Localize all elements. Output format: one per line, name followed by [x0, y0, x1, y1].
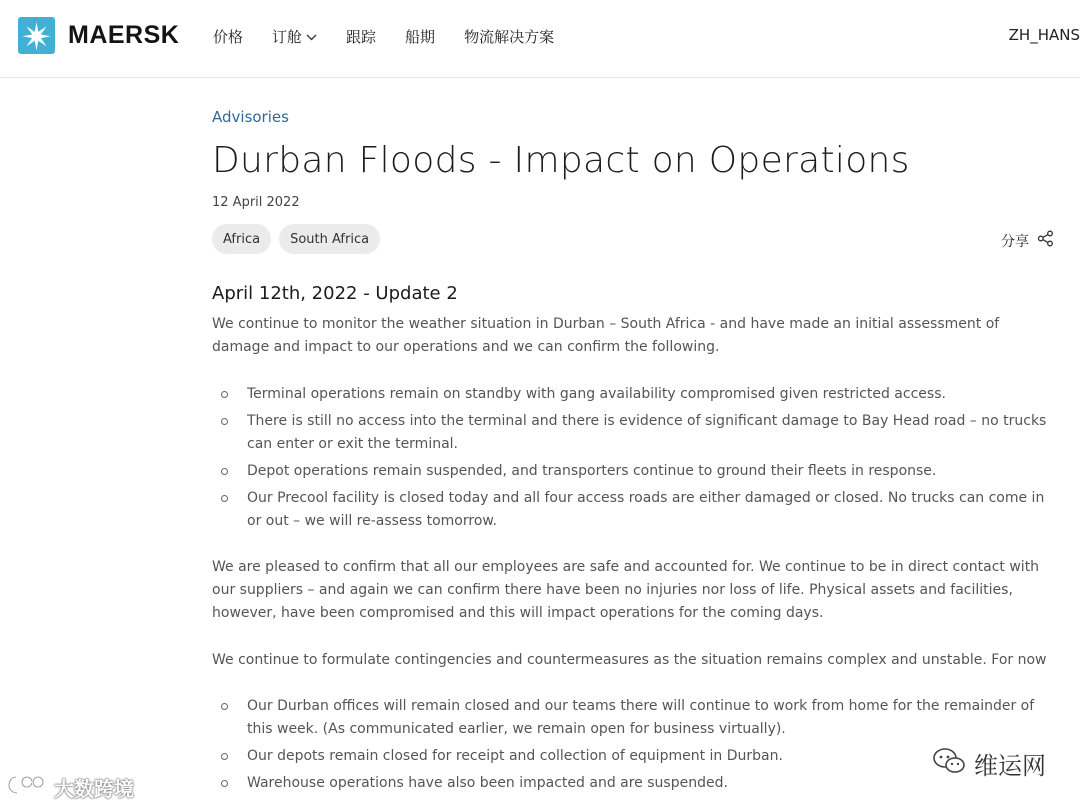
bullet-icon [221, 753, 228, 760]
bullet-icon [221, 780, 228, 787]
nav-item-booking[interactable]: 订舱 [272, 26, 317, 47]
tag-list [212, 224, 388, 254]
list-item: Depot operations remain suspended, and transporters continue to ground their fleets in response. [212, 460, 1060, 483]
bullet-icon [221, 468, 228, 475]
share-label: 分享 [1001, 233, 1029, 250]
bullet-icon [221, 391, 228, 398]
language-selector[interactable]: ZH_HANS [1008, 26, 1080, 44]
nav-item-tracking[interactable]: 跟踪 [346, 28, 377, 46]
nav-item-pricing[interactable]: 价格 [213, 28, 244, 46]
page-title: Durban Floods - Impact on Operations [212, 140, 910, 181]
watermark-right: 维运网 [932, 746, 1046, 781]
watermark-logo-icon [8, 773, 48, 802]
wechat-icon [932, 747, 966, 781]
intro-paragraph: We continue to monitor the weather situation in Durban – South Africa - and have made an initial assessment of damage and impact to our operations and we can confirm the following. [212, 316, 1000, 355]
employees-paragraph: We are pleased to confirm that all our employees are safe and accounted for. We continue to be in direct contact with our suppliers – and again we can confirm there have been no injuries nor loss of life. Physical assets and facilities, however, have been compromised and this will impact operations for the coming days. [212, 559, 1040, 621]
brand-name[interactable]: MAERSK [68, 21, 180, 49]
main-nav [213, 26, 583, 47]
breadcrumb-advisories[interactable]: Advisories [212, 108, 289, 126]
share-button[interactable] [1001, 230, 1054, 251]
tag-africa[interactable]: Africa [212, 224, 271, 254]
list-item: Our Precool facility is closed today and all four access roads are either damaged or closed. No trucks can come in or out – we will re-assess tomorrow. [212, 487, 1060, 533]
list-item: Our Durban offices will remain closed and our teams there will continue to work from home for the remainder of this week. (As communicated earlier, we remain open for business virtually). [212, 695, 1060, 741]
publish-date: 12 April 2022 [212, 195, 300, 210]
watermark-left: 大数跨境 [8, 773, 134, 802]
share-icon [1037, 230, 1054, 251]
list-item: There is still no access into the terminal and there is evidence of significant damage to Bay Head road – no trucks can enter or exit the terminal. [212, 410, 1060, 456]
nav-item-schedules[interactable]: 船期 [405, 28, 436, 46]
update-heading: April 12th, 2022 - Update 2 [212, 283, 458, 304]
bullet-icon [221, 495, 228, 502]
bullet-icon [221, 703, 228, 710]
bullet-icon [221, 418, 228, 425]
operations-bullet-list [212, 383, 1060, 537]
list-item: Terminal operations remain on standby with gang availability compromised given restricted access. [212, 383, 1060, 406]
list-item: Our depots remain closed for receipt and collection of equipment in Durban. [212, 745, 1060, 768]
maersk-star-icon[interactable] [18, 17, 55, 54]
contingencies-paragraph: We continue to formulate contingencies and countermeasures as the situation remains complex and unstable. For now [212, 652, 1047, 668]
site-header [0, 0, 1080, 78]
tag-south-africa[interactable]: South Africa [279, 224, 380, 254]
nav-item-logistics-solutions[interactable]: 物流解决方案 [464, 28, 555, 46]
chevron-down-icon [306, 31, 317, 44]
list-item: Warehouse operations have also been impacted and are suspended. [212, 772, 1060, 795]
